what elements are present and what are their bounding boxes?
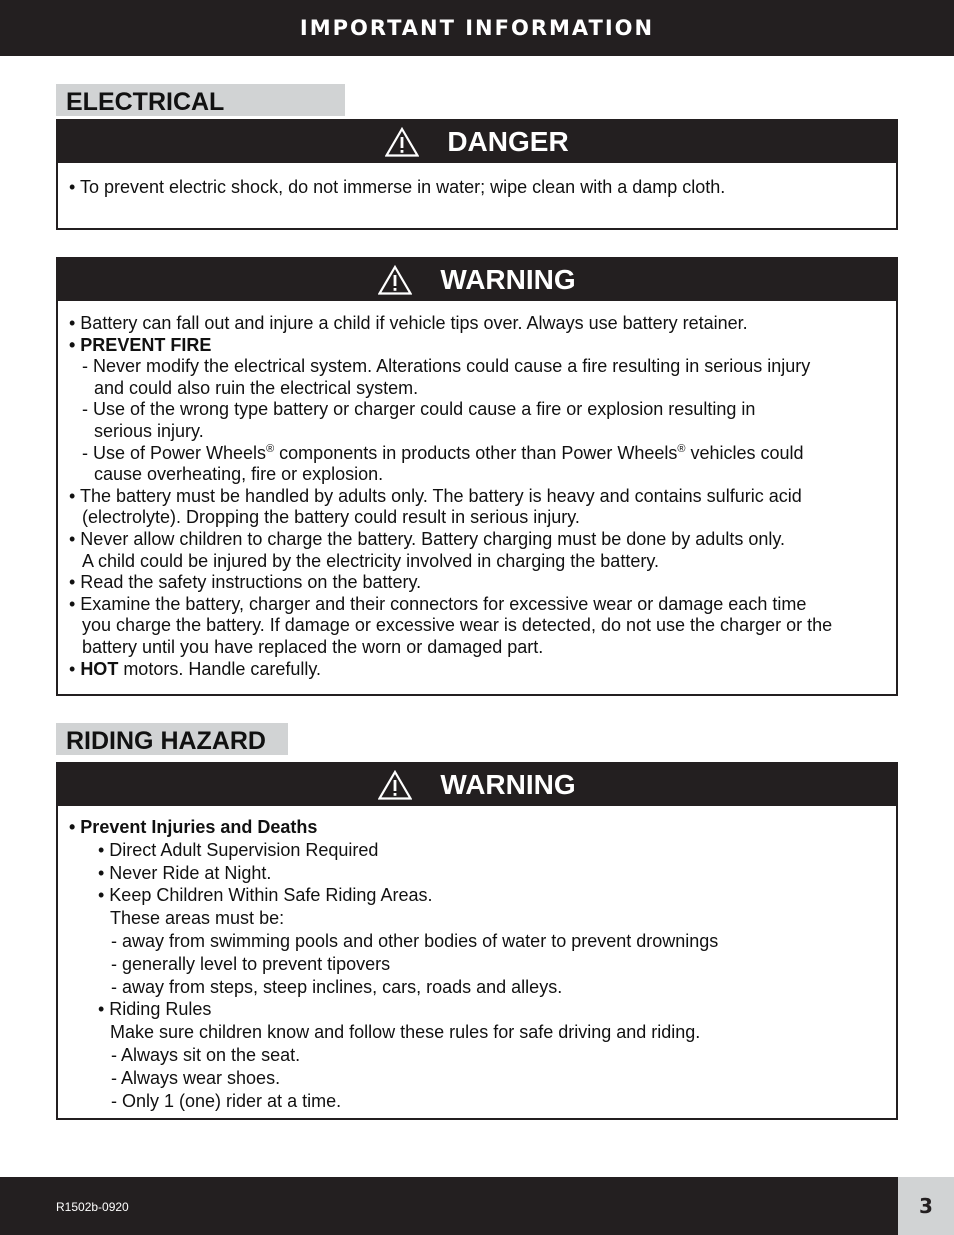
list-item: These areas must be: [110,908,285,929]
warning-triangle-icon [385,127,419,157]
list-item: A child could be injured by the electricity involved in charging the battery. [82,550,659,571]
list-item: • Read the safety instructions on the battery. [69,572,422,593]
page-number: 3 [919,1194,933,1218]
page-number-box [898,1177,954,1235]
header-bar [0,0,954,56]
section-label-electrical: ELECTRICAL [56,84,345,116]
warning-box-riding [56,762,898,1120]
warning-header [58,764,896,806]
list-item: • HOT motors. Handle carefully. [69,658,322,679]
list-item: • Riding Rules [98,999,212,1020]
list-item: • The battery must be handled by adults only. The battery is heavy and contains sulfuric acid [69,485,802,506]
list-item: • Keep Children Within Safe Riding Areas. [98,885,433,906]
list-item: • Never allow children to charge the battery. Battery charging must be done by adults only. [69,528,786,549]
warning-title: WARNING [440,769,576,800]
list-item: and could also ruin the electrical system. [94,377,419,398]
danger-box [56,119,898,230]
warning-triangle-icon [378,265,412,295]
list-item: • Battery can fall out and injure a child if vehicle tips over. Always use battery retainer. [69,313,748,333]
list-item: - generally level to prevent tipovers [111,953,391,974]
list-item: - Always sit on the seat. [111,1044,301,1065]
warning-box-electrical [56,257,898,696]
list-item: - Never modify the electrical system. Alterations could cause a fire resulting in serious injury [82,356,811,377]
list-item: battery until you have replaced the worn or damaged part. [82,636,544,657]
list-item: (electrolyte). Dropping the battery could result in serious injury. [82,507,580,528]
page-title: IMPORTANT INFORMATION [299,16,655,40]
footer-bar [0,1177,898,1235]
list-item: cause overheating, fire or explosion. [94,464,384,485]
warning-title: WARNING [440,264,576,295]
warning-header [58,259,896,301]
list-item: you charge the battery. If damage or excessive wear is detected, do not use the charger or the [82,615,833,636]
list-item: - Use of Power Wheels® components in products other than Power Wheels® vehicles could [82,442,804,463]
danger-header [58,121,896,163]
danger-text: • To prevent electric shock, do not immerse in water; wipe clean with a damp cloth. [69,177,726,197]
danger-title: DANGER [447,126,569,157]
list-item: Make sure children know and follow these rules for safe driving and riding. [110,1022,701,1043]
list-item: serious injury. [94,420,204,441]
list-item: • Prevent Injuries and Deaths [69,817,318,837]
list-item: - Use of the wrong type battery or charger could cause a fire or explosion resulting in [82,399,756,420]
list-item: - Always wear shoes. [111,1067,281,1088]
list-item: • Direct Adult Supervision Required [98,839,379,860]
list-item: • PREVENT FIRE [69,334,212,355]
list-item: - away from swimming pools and other bodies of water to prevent drownings [111,930,719,951]
list-item: • Never Ride at Night. [98,862,272,883]
warning-triangle-icon [378,770,412,800]
list-item: - away from steps, steep inclines, cars, roads and alleys. [111,976,563,997]
section-label-riding: RIDING HAZARD [56,723,288,755]
document-code: R1502b-0920 [56,1200,129,1214]
list-item: • Examine the battery, charger and their connectors for excessive wear or damage each time [69,593,807,614]
list-item: - Only 1 (one) rider at a time. [111,1090,342,1111]
